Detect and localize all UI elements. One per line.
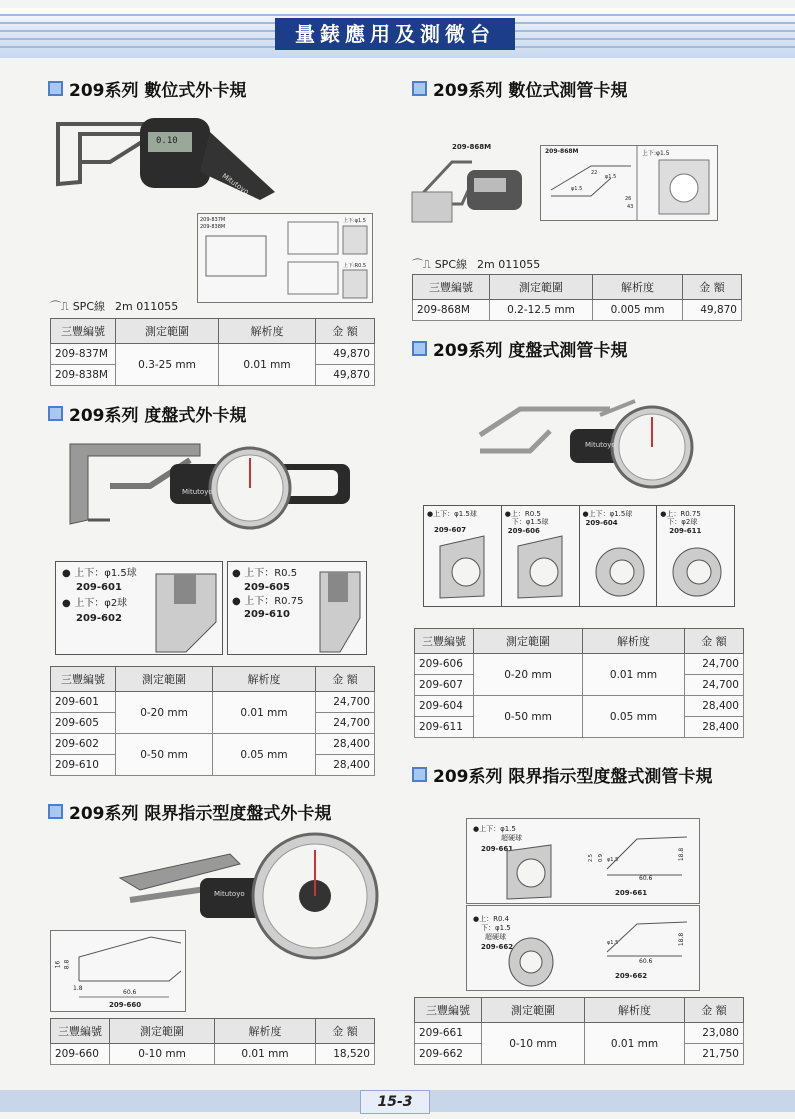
- tube-caliper-photo: 209-868M: [412, 142, 537, 232]
- limit-caliper-drawing: 16 8.8 1.8 60.6 209-660: [50, 930, 186, 1012]
- digital-caliper-photo: 0.10 Mitutoyo: [50, 112, 280, 204]
- table-row: 209-610 28,400: [51, 755, 375, 776]
- dot-icon: ●: [473, 915, 480, 923]
- table-row: 209-838M 49,870: [51, 365, 375, 386]
- dot-icon: ●: [62, 568, 71, 579]
- bullet-icon: [412, 341, 427, 356]
- dot-icon: ●: [504, 510, 511, 518]
- table-row: 209-601 0-20 mm 0.01 mm 24,700: [51, 692, 375, 713]
- dot-icon: ●: [427, 510, 434, 518]
- section-title-digital-outside-caliper: 209系列 數位式外卡規: [48, 76, 246, 101]
- table-row: 209-868M 0.2-12.5 mm 0.005 mm 49,870: [413, 300, 742, 321]
- bullet-icon: [48, 406, 63, 421]
- table-row: 209-662 21,750: [415, 1044, 744, 1065]
- tip-box-radius: ● 上下：R0.5 209-605 ● 上下：R0.75 209-610: [227, 561, 367, 655]
- bullet-icon: [48, 804, 63, 819]
- cable-icon: ⌒⎍: [50, 300, 69, 313]
- table-row: 209-604 0-50 mm 0.05 mm 28,400: [415, 696, 744, 717]
- tip-box-sphere: ● 上下：φ1.5球 209-601 ● 上下：φ2球 209-602: [55, 561, 223, 655]
- table-row: 209-837M 0.3-25 mm 0.01 mm 49,870: [51, 344, 375, 365]
- table-row: 209-661 0-10 mm 0.01 mm 23,080: [415, 1023, 744, 1044]
- dial-outside-caliper-photo: Mitutoyo: [50, 436, 360, 548]
- spc-cable-note-2: ⌒⎍ SPC線 2m 011055: [412, 257, 541, 271]
- cable-icon: ⌒⎍: [412, 258, 431, 271]
- tip-box: ●上下：φ1.5球 209-607: [424, 506, 502, 606]
- dot-icon: ●: [232, 568, 241, 579]
- bullet-icon: [412, 81, 427, 96]
- dot-icon: ●: [232, 596, 241, 607]
- table-row: 209-606 0-20 mm 0.01 mm 24,700: [415, 654, 744, 675]
- sec3-price-table: 三豐編號 測定範圍 解析度 金 額 209-601 0-20 mm 0.01 mm 24,700 209-605 24,700 209-602 0-50 mm 0.05 mm 28,400 209-610 28,400: [50, 666, 375, 776]
- section-title-limit-dial-tube-caliper: 209系列 限界指示型度盤式測管卡規: [412, 762, 712, 787]
- bullet-icon: [48, 81, 63, 96]
- tip-box: ●上：R0.75 下：φ2球 209-611: [657, 506, 734, 606]
- tip-box: ●上下：φ1.5球 209-604: [580, 506, 658, 606]
- section-title-limit-dial-outside-caliper: 209系列 限界指示型度盤式外卡規: [48, 799, 331, 824]
- sec5-price-table: 三豐編號 測定範圍 解析度 金 額 209-660 0-10 mm 0.01 mm 18,520: [50, 1018, 375, 1065]
- dot-icon: ●: [660, 510, 667, 518]
- section-title-dial-outside-caliper: 209系列 度盤式外卡規: [48, 401, 246, 426]
- table-row: 209-611 28,400: [415, 717, 744, 738]
- page-title: 量錶應用及測微台: [275, 18, 515, 50]
- section-title-dial-tube-caliper: 209系列 度盤式測管卡規: [412, 336, 627, 361]
- sec1-price-table: 三豐編號 測定範圍 解析度 金 額 209-837M 0.3-25 mm 0.01 mm 49,870 209-838M 49,870: [50, 318, 375, 386]
- spc-cable-note: ⌒⎍ SPC線 2m 011055: [50, 299, 179, 313]
- sec2-price-table: 三豐編號 測定範圍 解析度 金 額 209-868M 0.2-12.5 mm 0.005 mm 49,870: [412, 274, 742, 321]
- tube-tip-boxes: [423, 505, 735, 607]
- section-title-digital-tube-caliper: 209系列 數位式測管卡規: [412, 76, 627, 101]
- table-row: 209-660 0-10 mm 0.01 mm 18,520: [51, 1044, 375, 1065]
- sec4-price-table: 三豐編號 測定範圍 解析度 金 額 209-606 0-20 mm 0.01 mm 24,700 209-607 24,700 209-604 0-50 mm 0.05 mm 28,400 209-611 28,400: [414, 628, 744, 738]
- dot-icon: ●: [473, 825, 480, 833]
- dial-tube-caliper-photo: Mitutoyo: [470, 395, 720, 495]
- bullet-icon: [412, 767, 427, 782]
- digital-caliper-drawing: 209-837M 209-838M 上下:φ1.5 上下:R0.5: [197, 213, 373, 303]
- table-row: 209-602 0-50 mm 0.05 mm 28,400: [51, 734, 375, 755]
- table-row: 209-605 24,700: [51, 713, 375, 734]
- sec6-price-table: 三豐編號 測定範圍 解析度 金 額 209-661 0-10 mm 0.01 mm 23,080 209-662 21,750: [414, 997, 744, 1065]
- page-number: 15-3: [360, 1090, 430, 1114]
- limit-tube-drawing-661: ●上下：φ1.5 超硬球 209-661 2.5 0.9 φ1.5 18.8 60.6 209-661: [466, 818, 700, 904]
- limit-tube-drawing-662: ●上：R0.4 下：φ1.5 超硬球 209-662 φ1.5 18.8 60.6 209-662: [466, 905, 700, 991]
- dot-icon: ●: [62, 598, 71, 609]
- dot-icon: ●: [582, 510, 589, 518]
- tube-caliper-drawing: 209-868M 上下:φ1.5 φ1.5 22 φ1.5 26 43: [540, 145, 718, 221]
- limit-dial-caliper-photo: Mitutoyo: [100, 834, 370, 958]
- tip-box: ●上：R0.5 下：φ1.5球 209-606: [502, 506, 580, 606]
- table-row: 209-607 24,700: [415, 675, 744, 696]
